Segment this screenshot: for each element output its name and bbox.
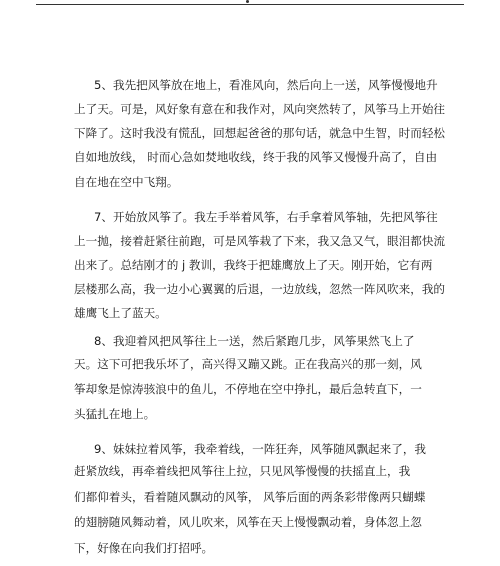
text-line: 7、开始放风筝了。我左手举着风筝，右手拿着风筝轴，先把风筝往: [94, 210, 438, 224]
text-line: 自在地在空中飞翔。: [74, 175, 179, 189]
text-line: 8、我迎着风把风筝往上一送，然后紧跑几步，风筝果然飞上了: [94, 334, 415, 348]
text-line: 赶紧放线，再牵着线把风筝往上拉，只见风筝慢慢的扶摇直上，我: [74, 464, 411, 478]
text-line: 层楼那么高，我一边小心翼翼的后退，一边放线，忽然一阵风吹来，我的: [74, 282, 446, 296]
text-line: 雄鹰飞上了蓝天。: [74, 306, 167, 320]
text-line: 头猛扎在地上。: [74, 407, 156, 421]
text-line: 下，好像在向我们打招呼。: [74, 541, 214, 555]
text-line: 上了天。可是，风好象有意在和我作对，风向突然转了，风筝马上开始往: [74, 102, 446, 116]
text-line: 的翅膀随风舞动着，风儿吹来，风筝在天上慢慢飘动着，身体忽上忽: [74, 515, 422, 529]
text-line: 筝却象是惊涛骇浪中的鱼儿，不停地在空中挣扎，最后急转直下，一: [74, 382, 422, 396]
text-line: 出来了。总结刚才的 j 教训，我终于把雄鹰放上了天。刚开始，它有两: [74, 258, 433, 272]
text-line: 上一抛，接着赶紧往前跑，可是风筝栽了下来，我又急又气，眼泪都快流: [74, 234, 446, 248]
text-line: 自如地放线， 时而心急如焚地收线，终于我的风筝又慢慢升高了，自由: [74, 150, 438, 164]
text-line: 们都仰着头，看着随风飘动的风筝， 风筝后面的两条彩带像两只蝴蝶: [74, 490, 426, 504]
header-rule: [36, 4, 464, 5]
text-line: 下降了。这时我没有慌乱，回想起爸爸的那句话，就急中生智，时而轻松: [74, 126, 446, 140]
text-line: 9、妹妹拉着风筝，我牵着线，一阵狂奔，风筝随风飘起来了，我: [94, 442, 427, 456]
text-line: 天。这下可把我乐坏了，高兴得又蹦又跳。正在我高兴的那一刻，风: [74, 357, 422, 371]
header-dot: [246, 0, 249, 3]
text-line: 5、我先把风筝放在地上，看准风向，然后向上一送，风筝慢慢地升: [94, 78, 438, 92]
